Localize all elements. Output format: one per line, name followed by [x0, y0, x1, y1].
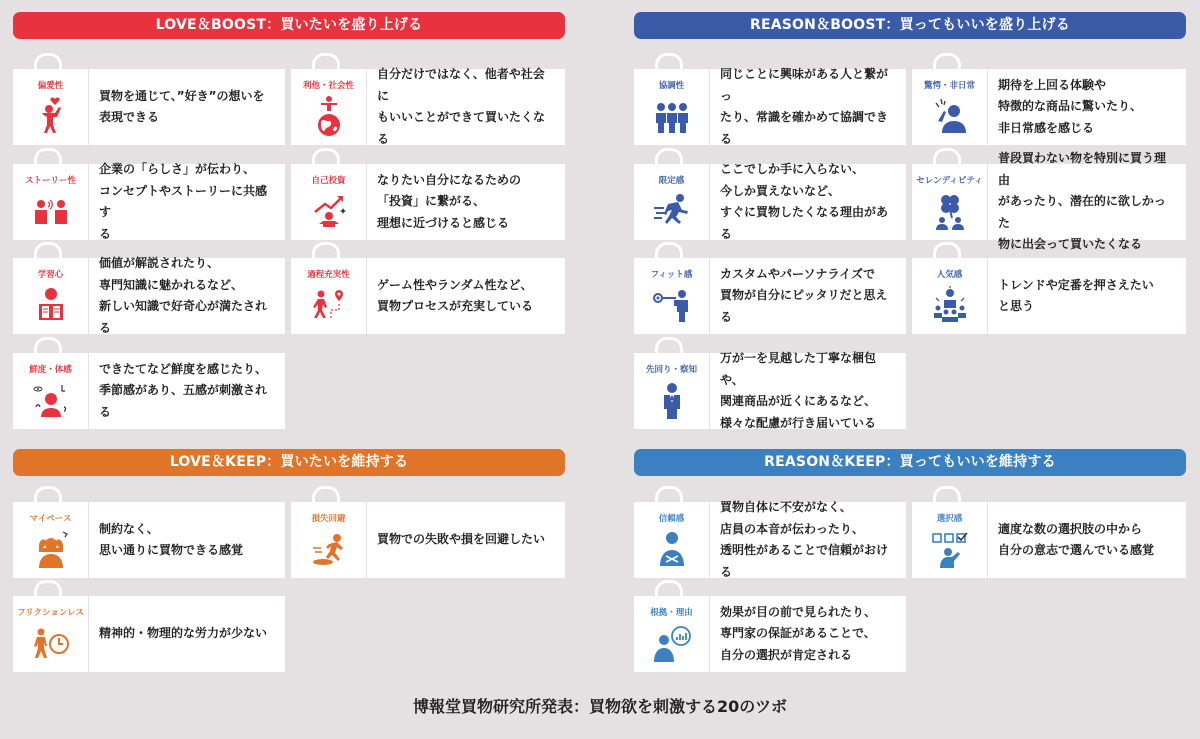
- card-description: ここでしか手に入らない、 今しか買えないなど、 すぐに買物したくなる理由がある: [710, 164, 906, 240]
- card-label: フリクションレス: [17, 608, 84, 618]
- reason-boost-banner: REASON＆BOOST：買ってもいいを盛り上げる: [634, 12, 1186, 39]
- card-選択感: [912, 502, 987, 578]
- card-label: 鮮度・体感: [29, 365, 72, 375]
- card-description: 精神的・物理的な労力が少ない: [89, 596, 285, 672]
- card-label: 人気感: [936, 270, 963, 280]
- card-信頼感: [634, 502, 709, 578]
- card-セレンディピティ: [912, 164, 987, 240]
- card-偏愛性: [13, 69, 88, 145]
- card-label: 利他・社会性: [302, 81, 354, 91]
- footer-caption: 博報堂買物研究所発表：買物欲を刺激する20のツボ: [413, 697, 787, 716]
- relaxed-person-icon: [31, 528, 71, 570]
- card-自己投資: [291, 164, 366, 240]
- trust-person-icon: [652, 528, 692, 570]
- card-利他・社会性: [291, 69, 366, 145]
- walking-route-icon: [309, 284, 349, 326]
- card-label: 限定感: [658, 176, 685, 186]
- card-マイペース: [13, 502, 88, 578]
- storytelling-icon: [31, 190, 71, 232]
- card-フリクションレス: [13, 596, 88, 672]
- clover-person-icon: [930, 190, 970, 232]
- card-label: 根拠・理由: [650, 608, 693, 618]
- card-description: 自分だけではなく、他者や社会に もいいことができて買いたくなる: [367, 69, 565, 145]
- card-label: ストーリー性: [24, 176, 76, 186]
- card-description: 買物自体に不安がなく、 店員の本音が伝わったり、 透明性があることで信頼がおける: [710, 502, 906, 578]
- reason-keep-banner: REASON＆KEEP：買ってもいいを維持する: [634, 449, 1186, 476]
- card-description: 適度な数の選択肢の中から 自分の意志で選んでいる感覚: [988, 502, 1186, 578]
- card-label: 損失回避: [311, 514, 346, 524]
- card-label: マイペース: [29, 514, 72, 524]
- card-description: なりたい自分になるための 「投資」に繋がる、 理想に近づけると感じる: [367, 164, 565, 240]
- love-boost-banner: LOVE＆BOOST：買いたいを盛り上げる: [13, 12, 565, 39]
- card-label: 先回り・察知: [645, 365, 697, 375]
- card-description: 普段買わない物を特別に買う理由 があったり、潜在的に欲しかった 物に出会って買いたくなる: [988, 164, 1186, 240]
- chart-speech-icon: [652, 622, 692, 664]
- concierge-icon: [652, 379, 692, 421]
- card-根拠・理由: [634, 596, 709, 672]
- group-people-icon: [652, 95, 692, 137]
- growth-person-icon: [309, 190, 349, 232]
- card-label: 過程充実性: [307, 270, 350, 280]
- card-description: 同じことに興味がある人と繋がっ たり、常識を確かめて協調できる: [710, 69, 906, 145]
- avoid-hole-icon: [309, 528, 349, 570]
- card-限定感: [634, 164, 709, 240]
- running-person-icon: [652, 190, 692, 232]
- card-description: 買物を通じて、”好き”の想いを 表現できる: [89, 69, 285, 145]
- card-description: 価値が解説されたり、 専門知識に魅かれるなど、 新しい知識で好奇心が満たされる: [89, 258, 285, 334]
- card-先回り・察知: [634, 353, 709, 429]
- card-label: 協調性: [658, 81, 685, 91]
- card-description: 買物での失敗や損を回避したい: [367, 502, 565, 578]
- person-clock-icon: [31, 622, 71, 664]
- card-label: 選択感: [936, 514, 963, 524]
- card-label: フィット感: [650, 270, 693, 280]
- target-person-icon: [652, 284, 692, 326]
- card-フィット感: [634, 258, 709, 334]
- heart-person-icon: [31, 95, 71, 137]
- card-label: 学習心: [37, 270, 64, 280]
- card-学習心: [13, 258, 88, 334]
- choice-checkbox-icon: [930, 528, 970, 570]
- surprised-person-icon: [930, 95, 970, 137]
- card-description: できたてなど鮮度を感じたり、 季節感があり、五感が刺激される: [89, 353, 285, 429]
- love-keep-banner: LOVE＆KEEP：買いたいを維持する: [13, 449, 565, 476]
- card-label: 自己投資: [311, 176, 346, 186]
- card-description: カスタムやパーソナライズで 買物が自分にピッタリだと思える: [710, 258, 906, 334]
- globe-person-icon: [309, 95, 349, 137]
- card-description: トレンドや定番を押さえたい と思う: [988, 258, 1186, 334]
- card-label: セレンディピティ: [916, 176, 983, 186]
- card-ストーリー性: [13, 164, 88, 240]
- card-協調性: [634, 69, 709, 145]
- card-description: 制約なく、 思い通りに買物できる感覚: [89, 502, 285, 578]
- five-senses-icon: [31, 379, 71, 421]
- card-description: 企業の「らしさ」が伝わり、 コンセプトやストーリーに共感す る: [89, 164, 285, 240]
- crowd-icon: [930, 284, 970, 326]
- card-description: 万が一を見越した丁寧な梱包や、 関連商品が近くにあるなど、 様々な配慮が行き届いている: [710, 353, 906, 429]
- card-label: 偏愛性: [37, 81, 64, 91]
- card-損失回避: [291, 502, 366, 578]
- card-驚愕・非日常: [912, 69, 987, 145]
- card-過程充実性: [291, 258, 366, 334]
- card-鮮度・体感: [13, 353, 88, 429]
- card-description: 期待を上回る体験や 特徴的な商品に驚いたり、 非日常感を感じる: [988, 69, 1186, 145]
- card-人気感: [912, 258, 987, 334]
- card-description: 効果が目の前で見られたり、 専門家の保証があることで、 自分の選択が肯定される: [710, 596, 906, 672]
- reading-person-icon: [31, 284, 71, 326]
- card-label: 信頼感: [658, 514, 685, 524]
- card-description: ゲーム性やランダム性など、 買物プロセスが充実している: [367, 258, 565, 334]
- card-label: 驚愕・非日常: [923, 81, 975, 91]
